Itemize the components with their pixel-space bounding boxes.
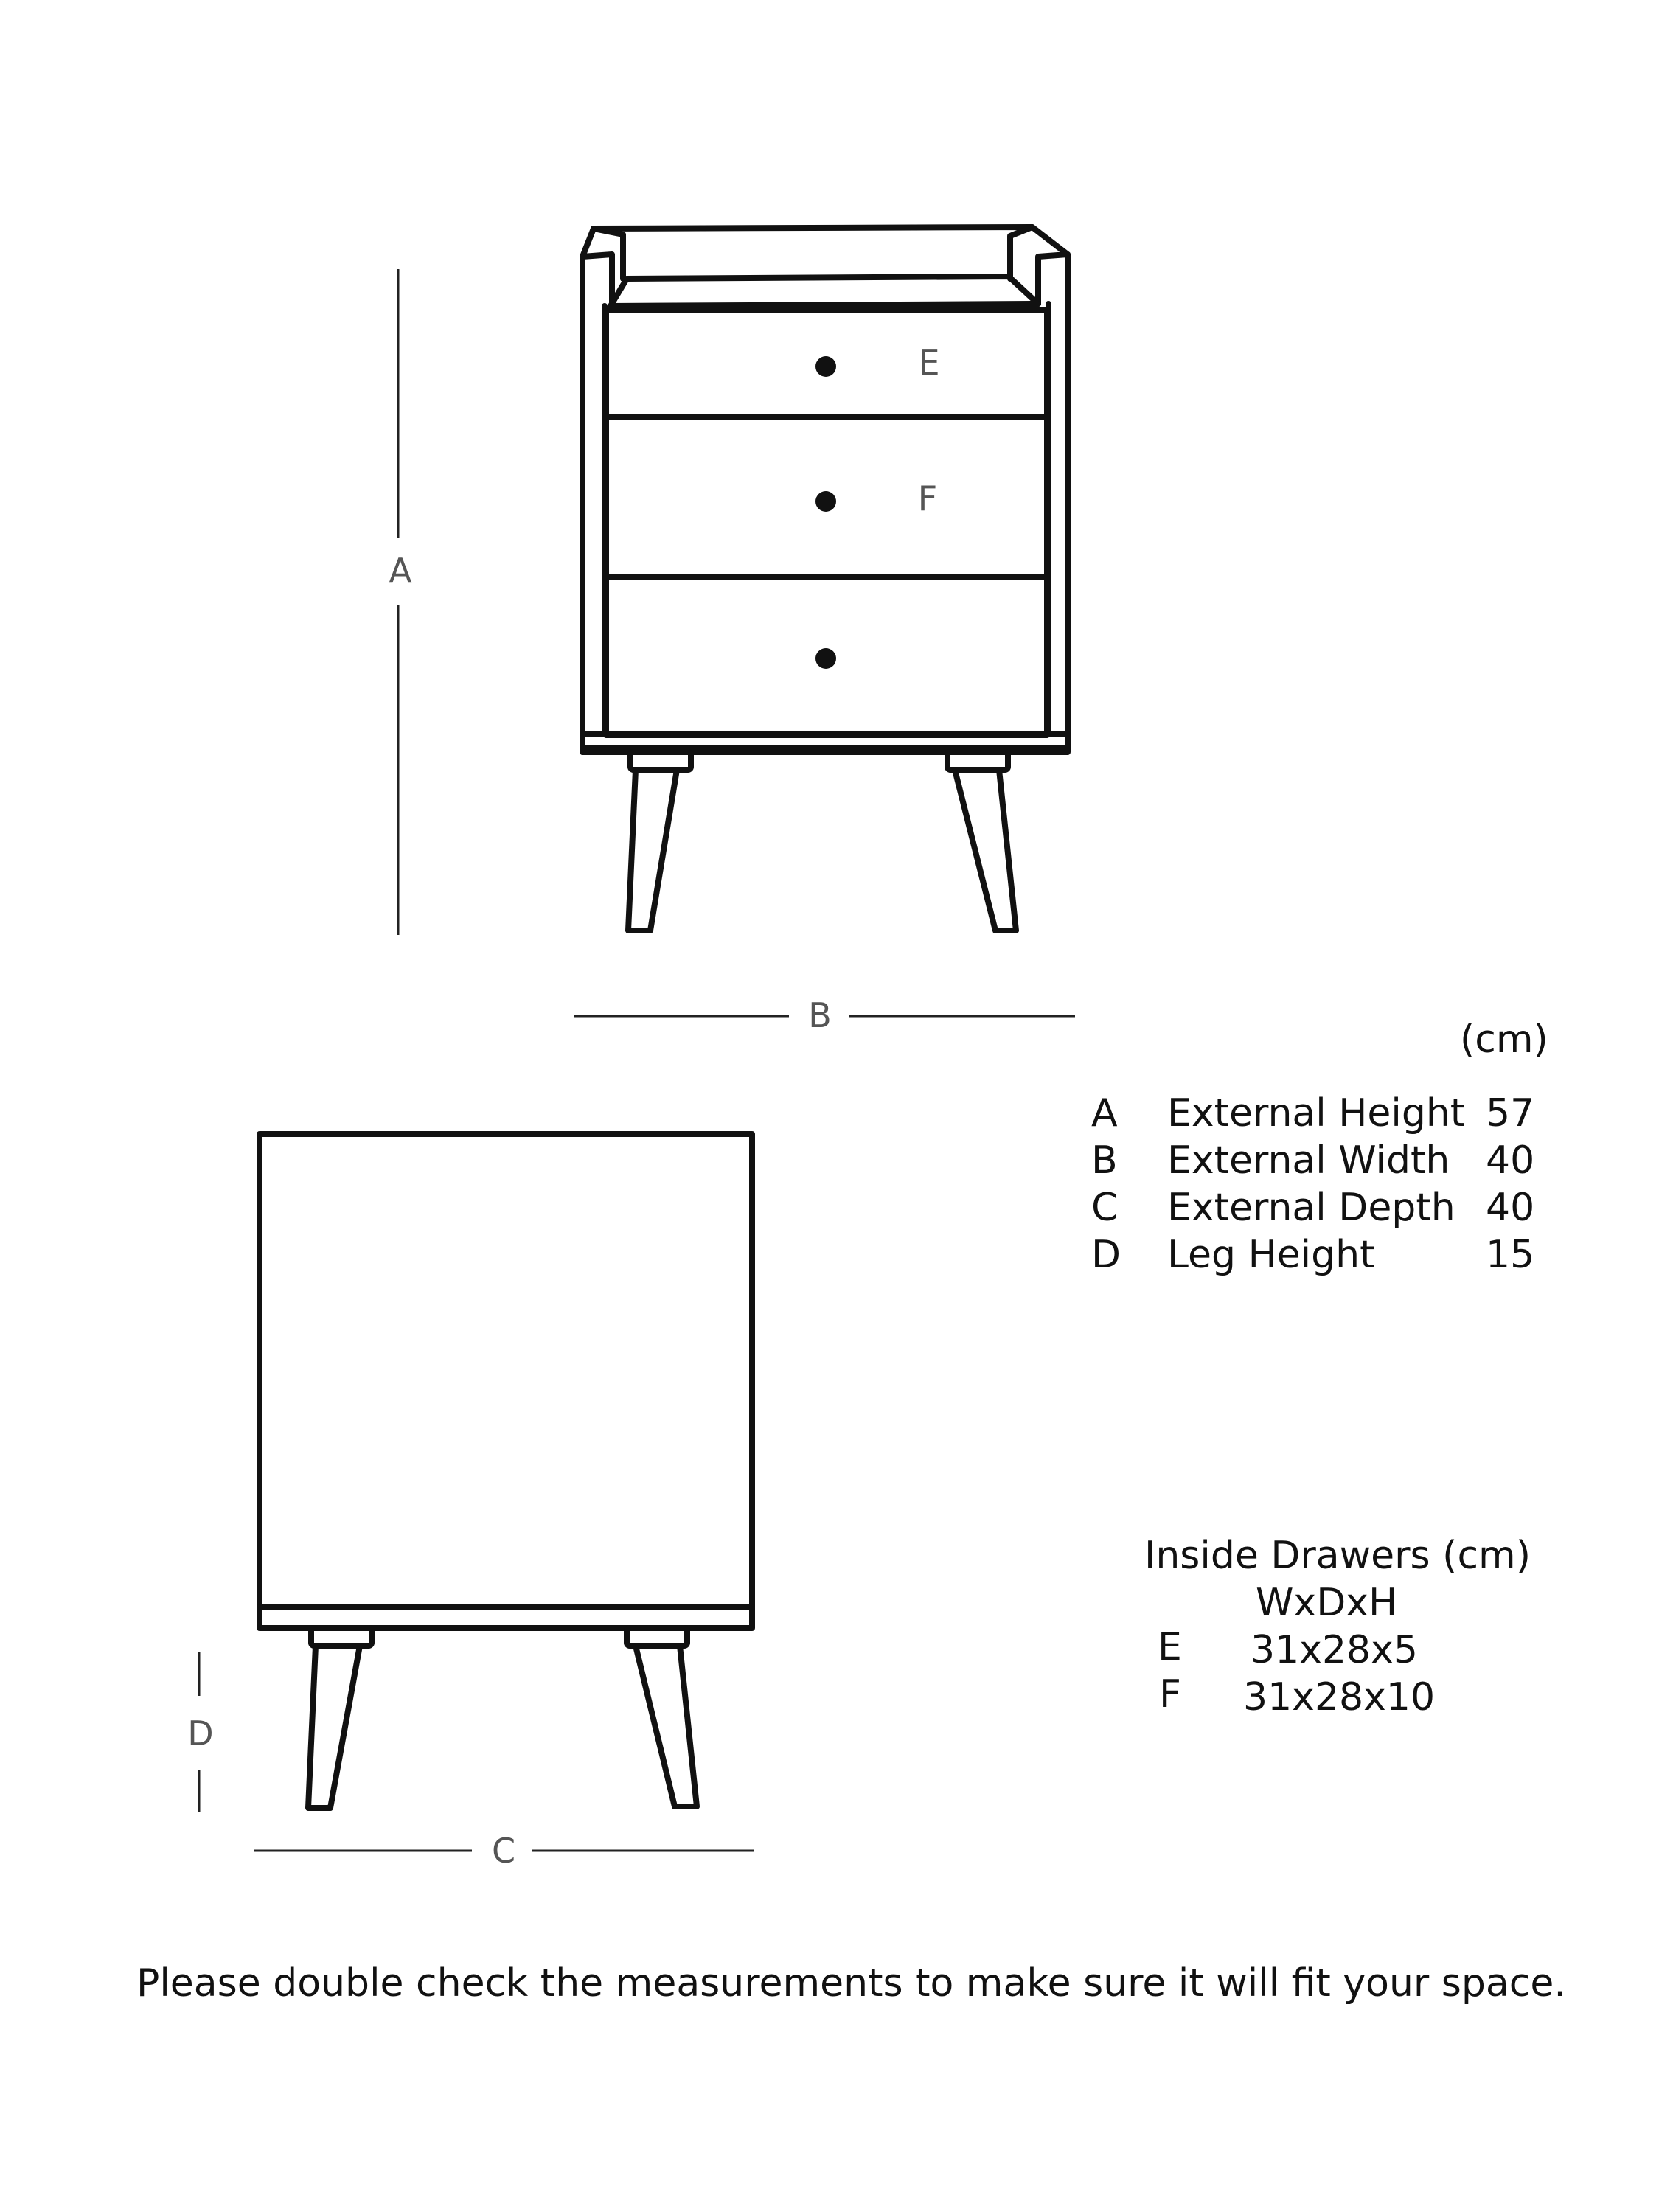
dim-label-d: D <box>187 1714 214 1753</box>
dim-row-value-d: 15 <box>1486 1233 1535 1277</box>
dim-row-value-b: 40 <box>1486 1138 1535 1183</box>
footer-note: Please double check the measurements to make sure it will fit your space. <box>136 1961 1566 2006</box>
inside-drawer-key-f: F <box>1159 1672 1181 1717</box>
dim-row-name-a: External Height <box>1167 1091 1466 1135</box>
drawer-label-f: F <box>917 479 938 518</box>
side-carcass-outline <box>260 1134 752 1607</box>
dim-label-a: A <box>389 551 412 591</box>
side-leg-right <box>636 1646 697 1806</box>
dim-row-key-a: A <box>1091 1091 1118 1135</box>
dim-row-key-d: D <box>1091 1233 1121 1277</box>
dimensions-unit-label: (cm) <box>1460 1018 1548 1062</box>
side-plinth <box>260 1607 752 1628</box>
dim-row-name-c: External Depth <box>1167 1186 1455 1230</box>
dim-row-value-a: 57 <box>1486 1091 1535 1135</box>
front-leg-right <box>955 770 1016 931</box>
dim-row-name-b: External Width <box>1167 1138 1450 1183</box>
knob-middle <box>815 491 836 512</box>
gallery-right-side <box>1010 227 1068 304</box>
side-view-drawing <box>260 1134 752 1808</box>
front-view-drawing <box>582 227 1068 931</box>
inside-drawer-value-f: 31x28x10 <box>1243 1675 1436 1719</box>
inner-top-board <box>611 304 1038 306</box>
dim-label-b: B <box>808 995 832 1035</box>
inside-drawer-key-e: E <box>1158 1625 1182 1669</box>
knob-bottom <box>815 648 836 669</box>
dim-row-name-d: Leg Height <box>1167 1233 1375 1277</box>
drawer-label-e: E <box>918 343 940 383</box>
inside-drawers-header: WxDxH <box>1256 1581 1398 1625</box>
inside-drawers-title: Inside Drawers (cm) <box>1144 1534 1531 1578</box>
side-leg-left <box>308 1646 360 1808</box>
inside-drawer-value-e: 31x28x5 <box>1251 1628 1418 1672</box>
dim-row-value-c: 40 <box>1486 1186 1535 1230</box>
front-leg-left <box>628 770 677 931</box>
dim-label-c: C <box>491 1831 516 1871</box>
dim-row-key-b: B <box>1091 1138 1118 1183</box>
dim-row-key-c: C <box>1091 1186 1119 1230</box>
drawer-knobs <box>815 356 836 669</box>
knob-top <box>815 356 836 377</box>
